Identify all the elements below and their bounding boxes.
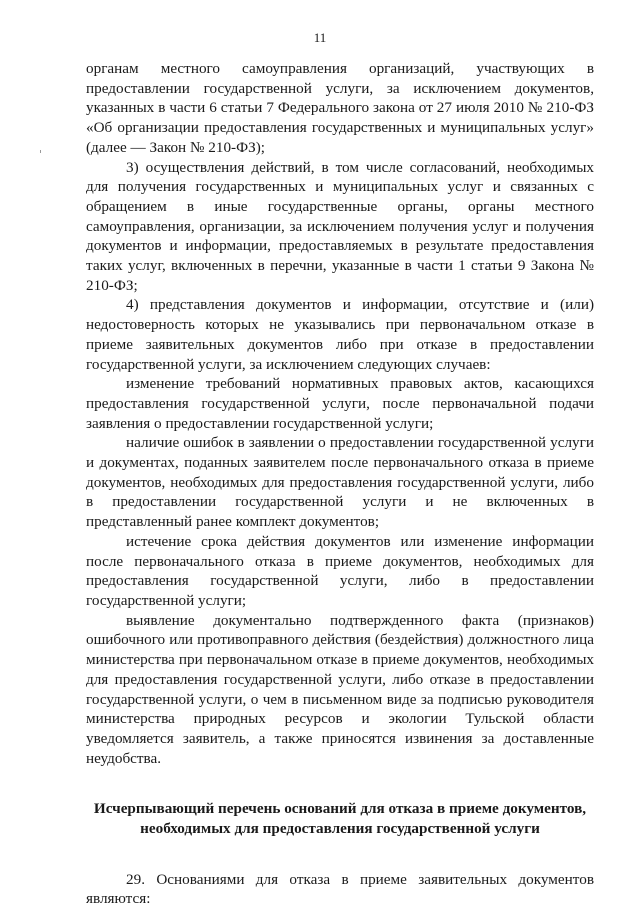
scan-margin-mark <box>40 150 41 153</box>
paragraph-continuation: органам местного самоуправления организаций, участвующих в предоставлении государственной услуги, за исключением документов, указанных в части 6 статьи 7 Федерального закона от 27 июля 2010 № 210-ФЗ «Об организации предоставления государственных и муниципальных услуг» (далее — Закон № 210-ФЗ); <box>86 60 594 156</box>
document-body <box>86 59 594 909</box>
paragraph-case-errors: наличие ошибок в заявлении о предоставлении государственной услуги и документах, поданных заявителем после первоначального отказа в приеме документов, необходимых для предоставления государственной услуги, либо в предоставлении государственной услуги и не включенных в представленный ранее комплект документов; <box>86 434 594 531</box>
page-number: 11 <box>313 30 327 45</box>
paragraph-case-expiry: истечение срока действия документов или изменение информации после первоначального отказа в приеме документов, необходимых для предоставления государственной услуги, либо в предоставлении государственной услуги; <box>86 532 594 609</box>
paragraph-item-4: 4) представления документов и информации, отсутствие и (или) недостоверность которых не указывались при первоначальном отказе в приеме заявительных документов либо при отказе в предоставлении государственной услуги, за исключением следующих случаев: <box>86 296 594 373</box>
paragraph-case-regulation-change: изменение требований нормативных правовых актов, касающихся предоставления государственной услуги, после первоначальной подачи заявления о предоставлении государственной услуги; <box>86 375 594 432</box>
paragraph-item-29: 29. Основаниями для отказа в приеме заявительных документов являются: <box>86 870 594 908</box>
section-heading: Исчерпывающий перечень оснований для отказа в приеме документов, необходимых для предоставления государственной услуги <box>93 800 587 838</box>
paragraph-item-3: 3) осуществления действий, в том числе согласований, необходимых для получения государственных и муниципальных услуг и связанных с обращением в иные государственные органы, органы местного самоуправления, организации, за исключением получения услуг и получения документов и информации, предоставляемых в результате предоставления таких услуг, включенных в перечни, указанные в части 1 статьи 9 Закона № 210-ФЗ; <box>86 158 594 294</box>
paragraph-case-misconduct: выявление документально подтвержденного факта (признаков) ошибочного или противоправного действия (бездействия) должностного лица министерства при первоначальном отказе в приеме документов, необходимых для предоставления государственной услуги, либо отказе в предоставлении государственной услуги, о чем в письменном виде за подписью руководителя министерства природных ресурсов и экологии Тульской области уведомляется заявитель, а также приносятся извинения за доставленные неудобства. <box>86 611 594 767</box>
